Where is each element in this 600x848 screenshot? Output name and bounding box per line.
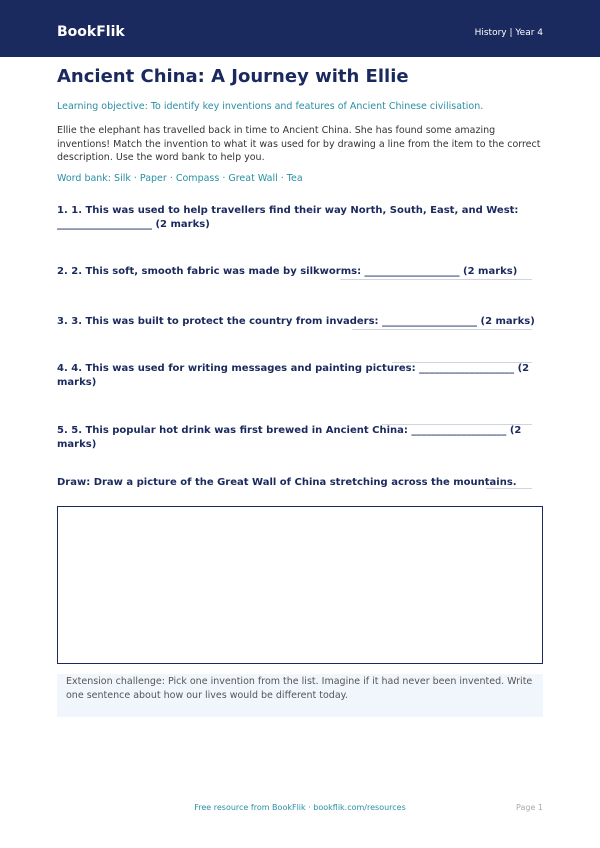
subject-year-label: History | Year 4	[474, 28, 543, 38]
page-number: Page 1	[516, 803, 543, 812]
question-5: 5. 5. This popular hot drink was first brewed in Ancient China: ___________________ (2 marks)	[57, 425, 522, 450]
learning-objective: Learning objective: To identify key inventions and features of Ancient Chinese civilisation.	[57, 101, 484, 112]
footer-credit: Free resource from BookFlik · bookflik.com/resources	[194, 803, 406, 812]
extension-panel	[57, 674, 543, 717]
drawing-area[interactable]	[57, 506, 543, 664]
question-3-rule	[352, 329, 532, 330]
question-3: 3. 3. This was built to protect the country from invaders: ___________________ (2 marks)	[57, 316, 535, 327]
draw-prompt: Draw: Draw a picture of the Great Wall of China stretching across the mountains.	[57, 477, 517, 488]
page-title: Ancient China: A Journey with Ellie	[57, 66, 409, 87]
extension-challenge-text: Extension challenge: Pick one invention from the list. Imagine if it had never been invented. Write one sentence about how our lives would be different today.	[66, 676, 533, 701]
question-2-rule	[340, 279, 532, 280]
question-4-rule	[392, 362, 532, 363]
question-5-rule	[382, 424, 532, 425]
brand-logo-text: BookFlik	[57, 24, 125, 40]
question-1: 1. 1. This was used to help travellers find their way North, South, East, and West: ___________________ (2 marks)	[57, 205, 519, 230]
draw-prompt-rule	[486, 488, 532, 489]
question-2: 2. 2. This soft, smooth fabric was made by silkworms: ___________________ (2 marks)	[57, 266, 518, 277]
word-bank: Word bank: Silk · Paper · Compass · Great Wall · Tea	[57, 173, 303, 184]
intro-paragraph: Ellie the elephant has travelled back in time to Ancient China. She has found some amazing inventions! Match the invention to what it was used for by drawing a line from the item to the correct description. Use the word bank to help you.	[57, 125, 541, 163]
header-bar	[0, 0, 600, 57]
question-4: 4. 4. This was used for writing messages and painting pictures: ___________________ (2 marks)	[57, 363, 530, 388]
